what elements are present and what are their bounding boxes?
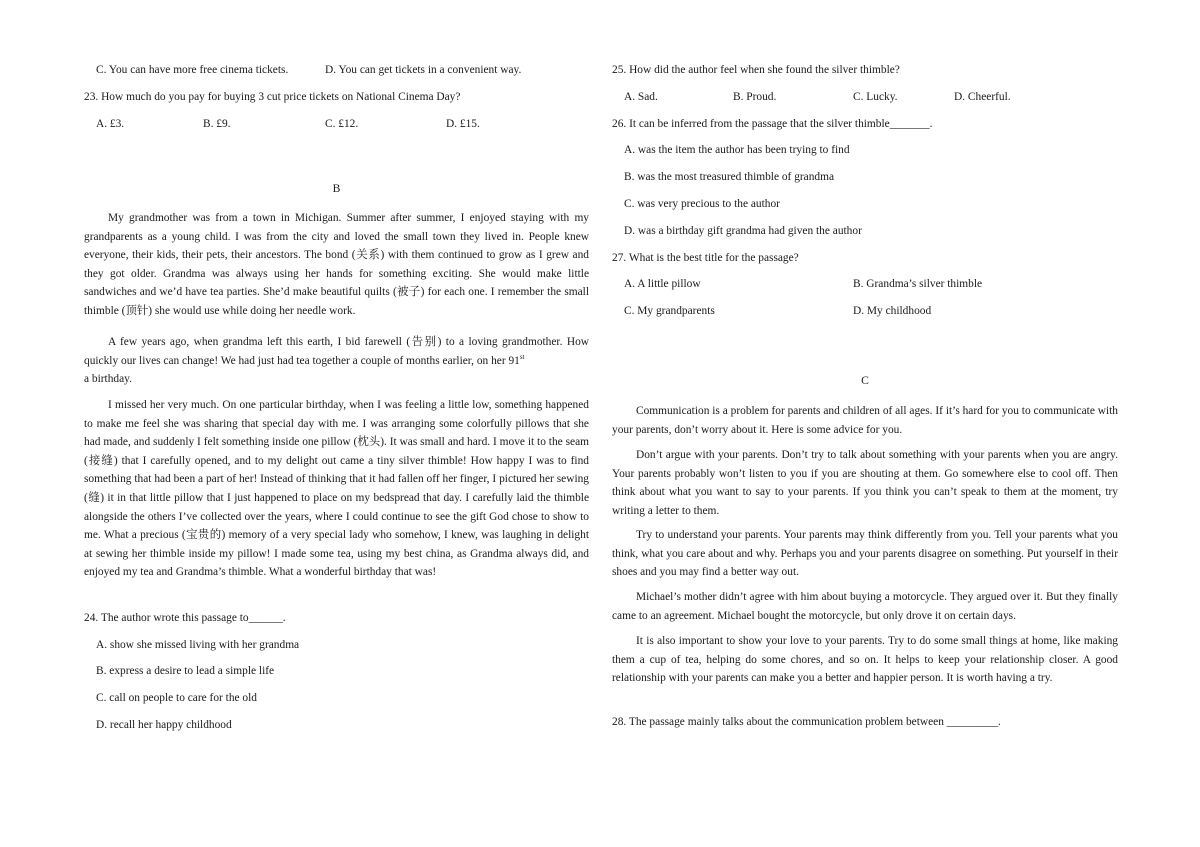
q27-option-a: A. A little pillow [624, 278, 701, 290]
q24-question: 24. The author wrote this passage to______. [84, 612, 286, 624]
section-b-paragraph-3: I missed her very much. On one particular birthday, when I was feeling a little low, something happened to make me feel she was sharing that special day with me. I was arranging some colorfully pillows that she had made, and suddenly I felt something inside one pillow (枕头). It was small and hard. I move it to the seam (接缝) that I carefully opened, and to my delight out came a tiny silver thimble! How happy I was to find something that had been a part of her! Instead of thinking that it had fallen off her finger, I pictured her sewing (缝) it in that little pillow that I just happened to place on my bedspread that day. I carefully laid the thimble alongside the others I’ve collected over the years, where I could continue to see the gift God chose to show to me. What a precious (宝贵的) memory of a very special lady who somehow, I knew, was laughing in delight at sewing her thimble inside my pillow! I made some tea, using my best china, as Grandma always did, and enjoyed my tea and Grandma’s thimble. What a wonderful birthday that was! [84, 399, 589, 579]
q25-option-a: A. Sad. [624, 91, 658, 103]
q25-option-d: D. Cheerful. [954, 91, 1011, 103]
q22-option-c: C. You can have more free cinema tickets. [96, 64, 289, 76]
q23-question: 23. How much do you pay for buying 3 cut price tickets on National Cinema Day? [84, 91, 461, 103]
q26-question: 26. It can be inferred from the passage that the silver thimble_______. [612, 118, 933, 130]
q23-option-b: B. £9. [203, 118, 231, 130]
q24-option-c: C. call on people to care for the old [96, 692, 257, 704]
q26-option-a: A. was the item the author has been trying to find [624, 144, 850, 156]
q24-option-a: A. show she missed living with her grandma [96, 639, 300, 651]
section-c-paragraph-1: Communication is a problem for parents and children of all ages. If it’s hard for you to communicate with your parents, don’t worry about it. Here is some advice for you. [612, 405, 1118, 436]
section-b-paragraph-2-text: A few years ago, when grandma left this earth, I bid farewell (告别) to a loving grandmother. How quickly our lives can change! We had just had tea together a couple of months earlier, on her 91 [84, 336, 589, 367]
q26-option-b: B. was the most treasured thimble of grandma [624, 171, 835, 183]
ordinal-suffix: st [519, 352, 525, 361]
section-c-paragraph-2: Don’t argue with your parents. Don’t try to talk about something with your parents when you are angry. Your parents probably won’t listen to you if you are shouting at them. Go somewhere else to cool off. Then think about what you want to say to your parents. If you think you can’t speak to them at the moment, try writing a letter to them. [612, 449, 1118, 517]
q23-option-d: D. £15. [446, 118, 480, 130]
section-b-paragraph-1: My grandmother was from a town in Michigan. Summer after summer, I enjoyed staying with my grandparents as a young child. I was from the city and loved the small town they lived in. People knew everyone, their kids, their pets, their ancestors. The bond (关系) with them continued to grow as I grew and they got older. Grandma was always using her hands for something exciting. She would make little sandwiches and we’d have tea parties. She’d make beautiful quilts (被子) for each one. I remember the small thimble (顶针) she would use while doing her needle work. [84, 212, 589, 317]
q26-option-c: C. was very precious to the author [624, 198, 780, 210]
q23-option-a: A. £3. [96, 118, 125, 130]
q27-question: 27. What is the best title for the passage? [612, 252, 799, 264]
q24-option-d: D. recall her happy childhood [96, 719, 232, 731]
section-b-paragraph-2-tail: a birthday. [84, 373, 132, 386]
q25-option-b: B. Proud. [733, 91, 777, 103]
q27-option-c: C. My grandparents [624, 305, 715, 317]
q26-option-d: D. was a birthday gift grandma had given the author [624, 225, 862, 237]
q22-option-d: D. You can get tickets in a convenient way. [325, 64, 522, 76]
section-c-heading: C [861, 374, 869, 387]
q27-option-d: D. My childhood [853, 305, 932, 317]
q25-question: 25. How did the author feel when she found the silver thimble? [612, 64, 900, 76]
q25-option-c: C. Lucky. [853, 91, 898, 103]
section-b-heading: B [332, 182, 341, 195]
q23-option-c: C. £12. [325, 118, 359, 130]
section-c-paragraph-3: Try to understand your parents. Your parents may think differently from you. Tell your parents what you think, what you care about and why. Perhaps you and your parents disagree on something. Put yourself in their shoes and you may find a better way out. [612, 529, 1118, 579]
section-c-paragraph-5: It is also important to show your love to your parents. Try to do some small things at home, like making them a cup of tea, helping do some chores, and so on. It helps to keep your relationship closer. A good relationship with your parents can make you a better and happier person. It is worth having a try. [612, 635, 1118, 685]
q24-option-b: B. express a desire to lead a simple life [96, 665, 275, 677]
section-c-paragraph-4: Michael’s mother didn’t agree with him about buying a motorcycle. They argued over it. But they finally came to an agreement. Michael bought the motorcycle, but only drove it on certain days. [612, 591, 1118, 622]
q28-question: 28. The passage mainly talks about the communication problem between _________. [612, 716, 1001, 728]
section-b-paragraph-2 [84, 333, 589, 389]
q27-option-b: B. Grandma’s silver thimble [853, 278, 983, 290]
